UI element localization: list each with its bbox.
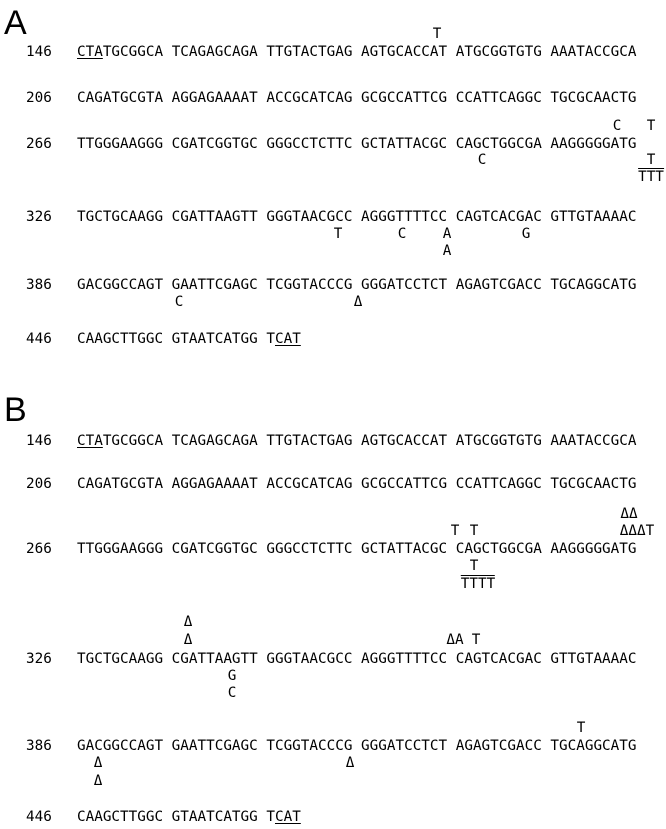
panel-a-row-number: 206 bbox=[26, 90, 52, 106]
panel-b-row-number: 386 bbox=[26, 738, 52, 754]
deletion-annotation: ΔΔΔT bbox=[619, 523, 655, 539]
panel-b-row-number: 266 bbox=[26, 541, 52, 557]
panel-a-row-number: 266 bbox=[26, 136, 52, 152]
mutation-annotation: C bbox=[477, 152, 487, 168]
deletion-annotation: Δ bbox=[93, 755, 103, 771]
mutation-annotation: T bbox=[432, 26, 442, 42]
mutation-annotation: T bbox=[469, 558, 479, 574]
mutation-annotation: T bbox=[471, 632, 481, 648]
mutation-annotation: G bbox=[521, 226, 531, 242]
mutation-annotation: A bbox=[442, 243, 452, 259]
panel-a-row-number: 386 bbox=[26, 277, 52, 293]
panel-a-row-number: 146 bbox=[26, 44, 52, 60]
mutation-annotation: TTTT bbox=[460, 576, 496, 592]
panel-a-sequence-row: CAGATGCGTA AGGAGAAAAT ACCGCATCAG GCGCCATTCG CCATTCAGGC TGCGCAACTG bbox=[77, 90, 637, 106]
panel-b-row-number: 326 bbox=[26, 651, 52, 667]
panel-b-sequence-row: TTGGGAAGGG CGATCGGTGC GGGCCTCTTC GCTATTACGC CAGCTGGCGA AAGGGGGATG bbox=[77, 541, 637, 557]
panel-b-row-number: 146 bbox=[26, 433, 52, 449]
deletion-annotation: ΔA bbox=[446, 632, 464, 648]
end-codon: CAT bbox=[274, 331, 301, 347]
panel-a-label: A bbox=[4, 4, 27, 42]
mutation-annotation: C bbox=[397, 226, 407, 242]
deletion-annotation: Δ bbox=[183, 614, 193, 630]
mutation-annotation: C bbox=[174, 294, 184, 310]
mutation-annotation: T bbox=[333, 226, 343, 242]
mutation-annotation: T bbox=[646, 152, 656, 168]
mutation-annotation: T bbox=[450, 523, 460, 539]
panel-b-sequence-row: TGCTGCAAGG CGATTAAGTT GGGTAACGCC AGGGTTTTCC CAGTCACGAC GTTGTAAAAC bbox=[77, 651, 637, 667]
panel-b-label: B bbox=[4, 391, 27, 429]
panel-b-row-number: 206 bbox=[26, 476, 52, 492]
panel-b-sequence-row: CAGATGCGTA AGGAGAAAAT ACCGCATCAG GCGCCATTCG CCATTCAGGC TGCGCAACTG bbox=[77, 476, 637, 492]
mutation-annotation: TTT bbox=[638, 169, 664, 185]
mutation-annotation: C bbox=[227, 685, 237, 701]
mutation-annotation: C bbox=[612, 118, 622, 134]
panel-a-sequence-row: TTGGGAAGGG CGATCGGTGC GGGCCTCTTC GCTATTACGC CAGCTGGCGA AAGGGGGATG bbox=[77, 136, 637, 152]
deletion-annotation: Δ bbox=[183, 632, 193, 648]
panel-a-sequence-row: CAAGCTTGGC GTAATCATGG TCAT bbox=[77, 331, 301, 347]
panel-b-sequence-row: CTATGCGGCA TCAGAGCAGA TTGTACTGAG AGTGCACCAT ATGCGGTGTG AAATACCGCA bbox=[77, 433, 637, 449]
panel-a-sequence-row: GACGGCCAGT GAATTCGAGC TCGGTACCCG GGGATCCTCT AGAGTCGACC TGCAGGCATG bbox=[77, 277, 637, 293]
deletion-annotation: Δ bbox=[345, 755, 355, 771]
panel-a-row-number: 326 bbox=[26, 209, 52, 225]
mutation-annotation: T bbox=[646, 118, 656, 134]
end-codon: CAT bbox=[274, 809, 301, 825]
panel-a-row-number: 446 bbox=[26, 331, 52, 347]
panel-b-sequence-row: CAAGCTTGGC GTAATCATGG TCAT bbox=[77, 809, 301, 825]
panel-b-sequence-row: GACGGCCAGT GAATTCGAGC TCGGTACCCG GGGATCCTCT AGAGTCGACC TGCAGGCATG bbox=[77, 738, 637, 754]
panel-a-sequence-row: TGCTGCAAGG CGATTAAGTT GGGTAACGCC AGGGTTTTCC CAGTCACGAC GTTGTAAAAC bbox=[77, 209, 637, 225]
panel-a-sequence-row: CTATGCGGCA TCAGAGCAGA TTGTACTGAG AGTGCACCAT ATGCGGTGTG AAATACCGCA bbox=[77, 44, 637, 60]
start-codon: CTA bbox=[77, 433, 103, 449]
start-codon: CTA bbox=[77, 44, 103, 60]
panel-b-row-number: 446 bbox=[26, 809, 52, 825]
deletion-annotation: ΔΔ bbox=[620, 506, 638, 522]
mutation-annotation: G bbox=[227, 668, 237, 684]
mutation-annotation: T bbox=[576, 720, 586, 736]
deletion-annotation: Δ bbox=[353, 294, 363, 310]
deletion-annotation: Δ bbox=[93, 773, 103, 789]
mutation-annotation: T bbox=[469, 523, 479, 539]
mutation-annotation: A bbox=[442, 226, 452, 242]
